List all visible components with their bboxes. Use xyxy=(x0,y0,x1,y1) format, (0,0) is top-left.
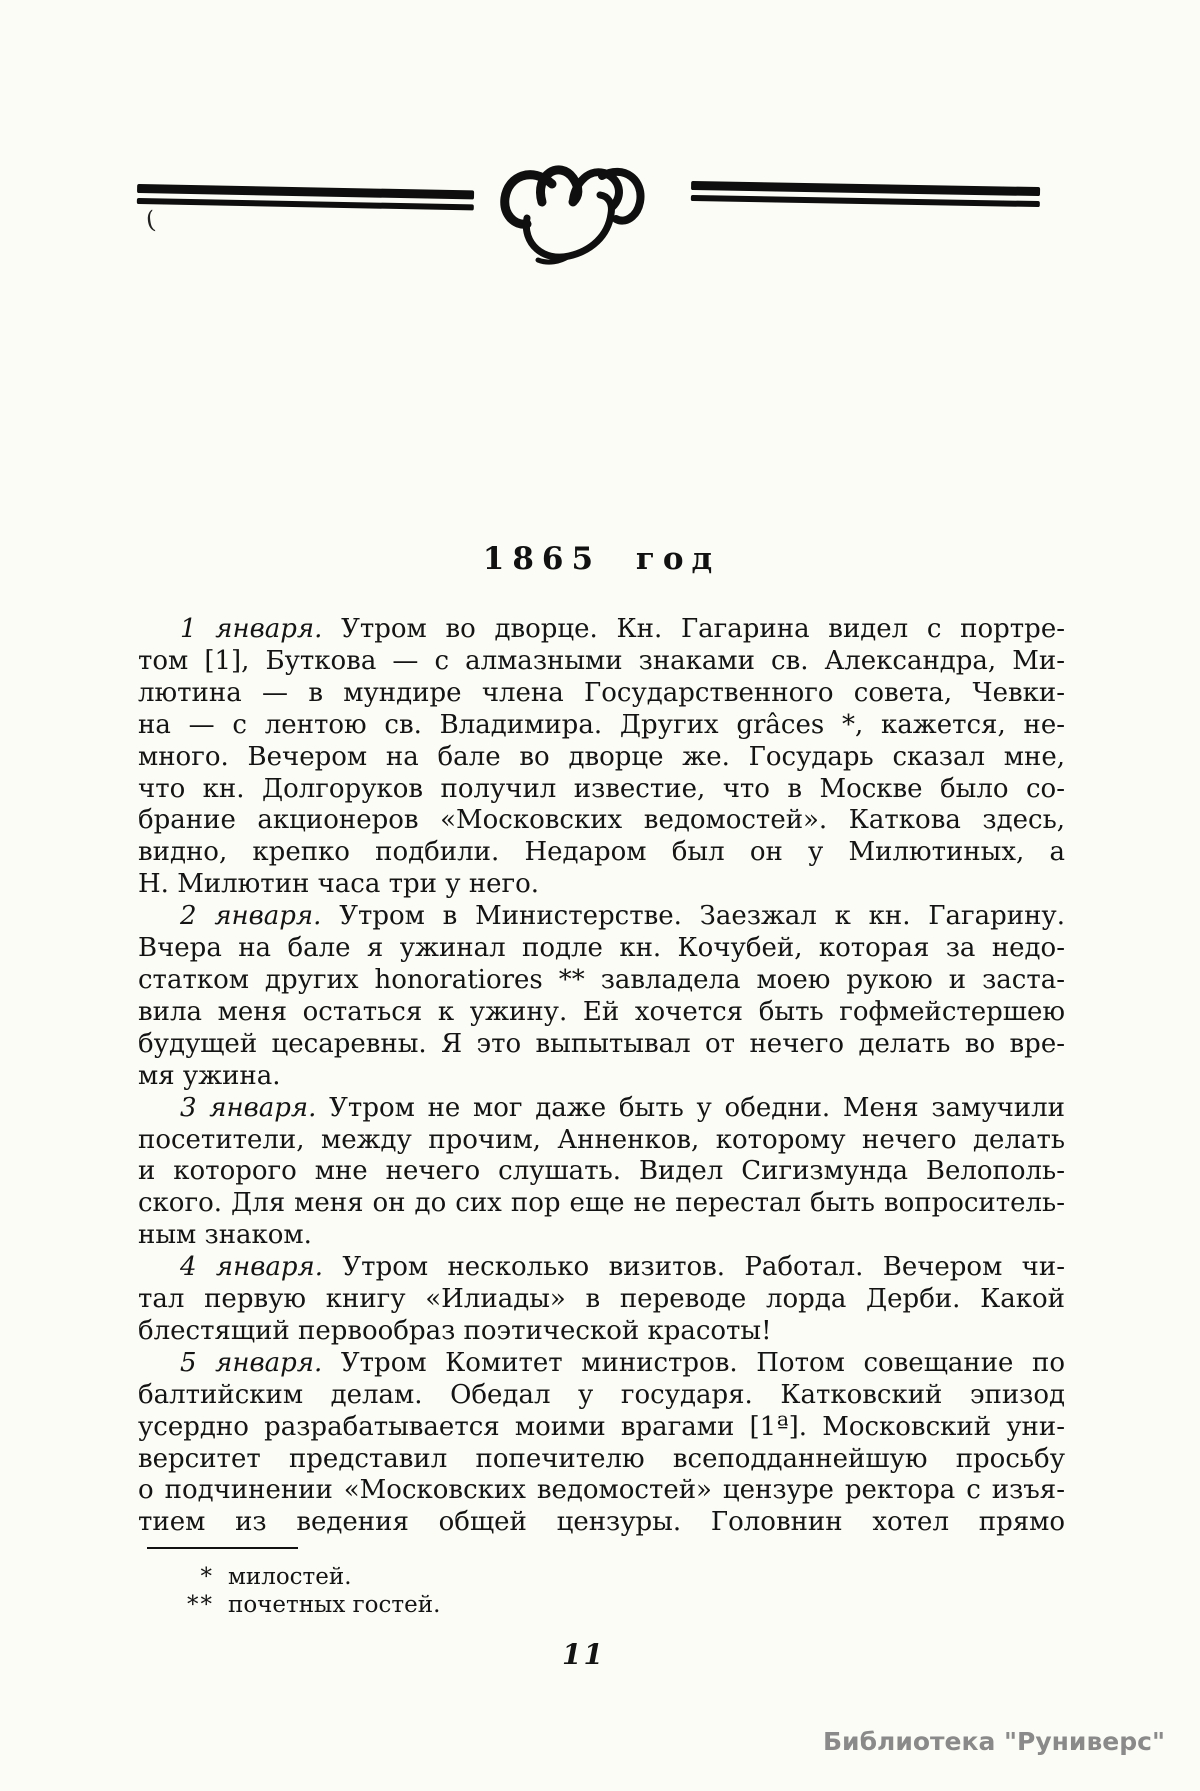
rule-bar xyxy=(691,195,1040,207)
text-line: мя ужина. xyxy=(138,1060,281,1091)
text-line: балтийским делам. Обедал у государя. Катковский эпизод xyxy=(138,1379,1065,1410)
text-line: о подчинении «Московских ведомостей» цензуре ректора с изъя- xyxy=(138,1475,1065,1506)
diary-date: 3 января. xyxy=(180,1092,317,1123)
text-line: много. Вечером на бале во дворце же. Государь сказал мне, xyxy=(138,741,1065,772)
diary-date: 1 января. xyxy=(180,614,323,644)
text-line: ным знаком. xyxy=(138,1220,312,1251)
rule-bar xyxy=(137,184,474,199)
text-line: 3 января. Утром не мог даже быть у обедни. Меня замучили xyxy=(180,1092,1065,1123)
text-line: лютина — в мундире члена Государственного совета, Чевки- xyxy=(138,677,1065,708)
footnote-marker: * xyxy=(200,1564,214,1590)
text-line: верситет представил попечителю всеподданнейшую просьбу xyxy=(138,1443,1065,1474)
text-line: Н. Милютин часа три у него. xyxy=(138,869,540,900)
text-line: 5 января. Утром Комитет министров. Потом совещание по xyxy=(180,1347,1066,1378)
footnote-line: * милостей. xyxy=(138,1563,1065,1591)
page-number: 11 xyxy=(562,1638,605,1671)
text-line: тием из ведения общей цензуры. Головнин хотел прямо xyxy=(138,1507,1065,1538)
text-line: видно, крепко подбили. Недаром был он у Милютиных, а xyxy=(138,837,1065,868)
text-line: статком других honoratiores ** завладела моею рукою и заста- xyxy=(138,964,1065,995)
rule-bar xyxy=(691,181,1040,196)
footnotes xyxy=(138,1563,1065,1619)
text-line: усердно разрабатывается моими врагами [1ª]. Московский уни- xyxy=(138,1411,1065,1442)
text-line: тал первую книгу «Илиады» в переводе лорда Дерби. Какой xyxy=(138,1284,1065,1315)
text-line: посетители, между прочим, Анненков, которому нечего делать xyxy=(138,1124,1065,1155)
text-line: на — с лентою св. Владимира. Других grâces *, кажется, не- xyxy=(138,709,1065,740)
text-line: Вчера на бале я ужинал подле кн. Кочубей, которая за недо- xyxy=(138,933,1065,964)
text-line: 2 января. Утром в Министерстве. Заезжал к кн. Гагарину. xyxy=(180,901,1065,932)
diary-date: 2 января. xyxy=(180,901,322,932)
chapter-title: 1865 год xyxy=(482,541,721,577)
text-line: том [1], Буткова — с алмазными знаками св. Александра, Ми- xyxy=(138,645,1065,676)
text-line: будущей цесаревны. Я это выпытывал от нечего делать во вре- xyxy=(138,1028,1065,1059)
text-line: вила меня остаться к ужину. Ей хочется быть гофмейстершею xyxy=(138,996,1065,1027)
header-rule-left xyxy=(137,184,474,210)
text-line: ского. Для меня он до сих пор еще не перестал быть вопроситель- xyxy=(138,1188,1065,1219)
knot-ornament-icon xyxy=(472,148,682,266)
body-text xyxy=(138,614,1065,1539)
text-line: 1 января. Утром во дворце. Кн. Гагарина видел с портре- xyxy=(180,614,1065,644)
footnote-marker: ** xyxy=(187,1592,214,1618)
text-line: 4 января. Утром несколько визитов. Работал. Вечером чи- xyxy=(180,1252,1065,1283)
footnote-line: ** почетных гостей. xyxy=(138,1591,1065,1619)
rule-bar xyxy=(137,198,474,210)
text-line: что кн. Долгоруков получил известие, что в Москве было со- xyxy=(138,773,1065,804)
text-line: и которого мне нечего слушать. Видел Сигизмунда Велополь- xyxy=(138,1156,1065,1187)
scan-speckle: ( xyxy=(144,205,158,235)
footnote-rule xyxy=(147,1547,298,1549)
diary-date: 4 января. xyxy=(180,1252,324,1283)
text-line: брание акционеров «Московских ведомостей». Каткова здесь, xyxy=(138,805,1065,836)
text-line: блестящий первообраз поэтической красоты! xyxy=(138,1315,772,1346)
diary-date: 5 января. xyxy=(180,1347,323,1378)
library-watermark: Библиотека "Руниверс" xyxy=(823,1727,1165,1756)
header-rule-right xyxy=(691,181,1040,207)
